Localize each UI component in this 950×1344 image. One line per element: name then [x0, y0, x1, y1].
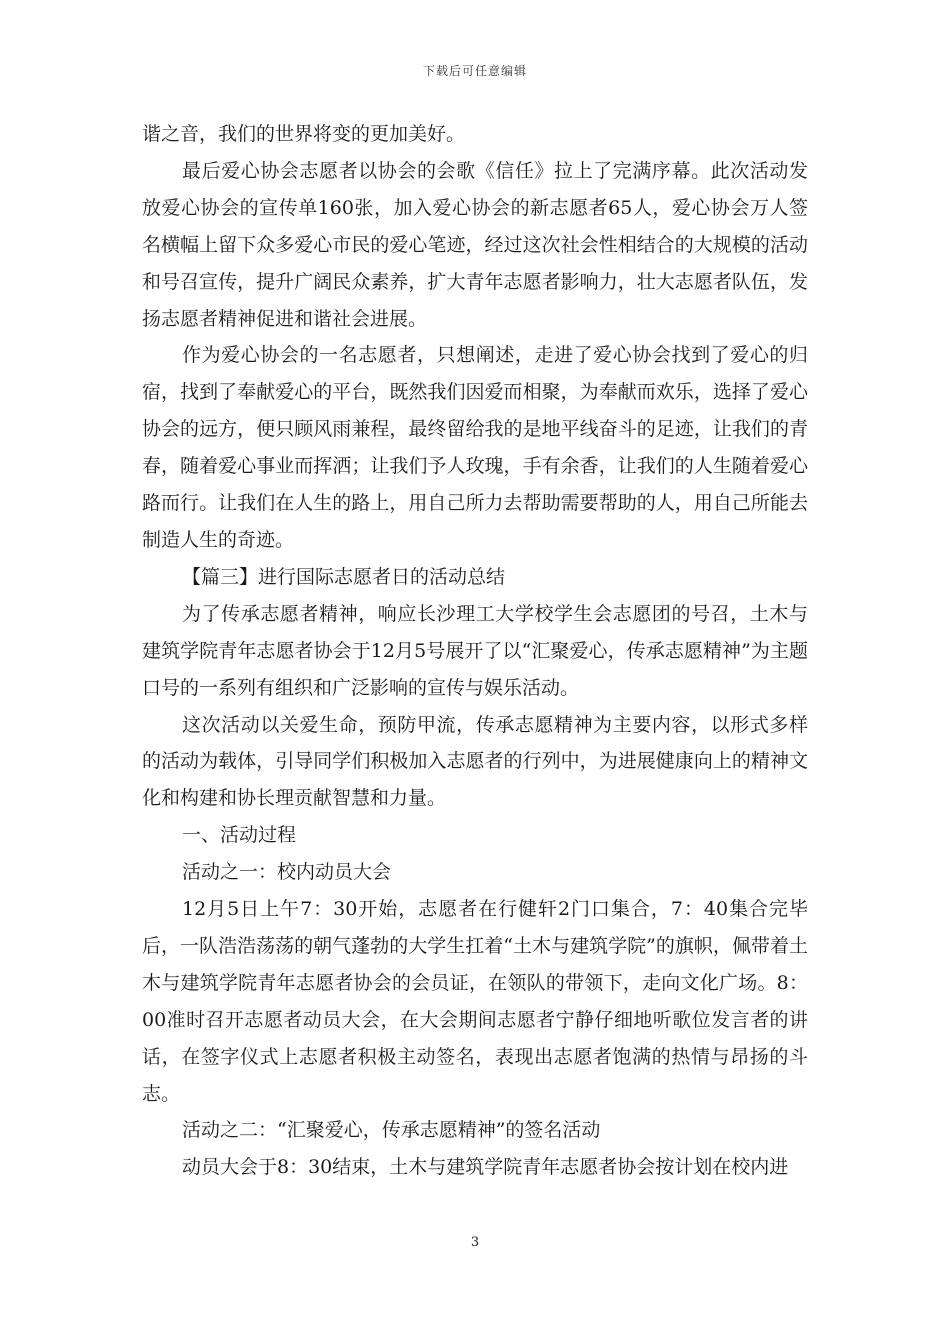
paragraph: 12月5日上午7：30开始，志愿者在行健轩2门口集合，7：40集合完毕后，一队浩浩荡荡的朝气蓬勃的大学生扛着“土木与建筑学院”的旗帜，佩带着土木与建筑学院青年志愿者协会的会员证，在领队的带领下，走向文化广场。8：00准时召开志愿者动员大会，在大会期间志愿者宁静仔细地听歌位发言者的讲话，在签字仪式上志愿者积极主动签名，表现出志愿者饱满的热情与昂扬的斗志。	[142, 898, 808, 1105]
paragraph: 这次活动以关爱生命，预防甲流，传承志愿精神为主要内容，以形式多样的活动为载体，引导同学们积极加入志愿者的行列中，为进展健康向上的精神文化和构建和协长理贡献智慧和力量。	[142, 713, 808, 810]
subheading: 活动之一：校内动员大会	[182, 861, 392, 884]
section-heading: 【篇三】进行国际志愿者日的活动总结	[182, 565, 506, 588]
paragraph: 为了传承志愿者精神，响应长沙理工大学校学生会志愿团的号召，土木与建筑学院青年志愿者协会于12月5号展开了以“汇聚爱心，传承志愿精神”为主题口号的一系列有组织和广泛影响的宣传与娱乐活动。	[142, 602, 808, 699]
subheading: 活动之二：“汇聚爱心，传承志愿精神”的签名活动	[182, 1119, 601, 1142]
paragraph: 谐之音，我们的世界将变的更加美好。	[142, 123, 466, 145]
page-number: 3	[470, 1235, 480, 1250]
document-body	[142, 116, 808, 1186]
page-header: 下载后可任意编辑	[422, 64, 527, 78]
subheading: 一、活动过程	[182, 824, 297, 847]
paragraph: 作为爱心协会的一名志愿者，只想阐述，走进了爱心协会找到了爱心的归宿，找到了奉献爱心的平台，既然我们因爱而相聚，为奉献而欢乐，选择了爱心协会的远方，便只顾风雨兼程，最终留给我的是地平线奋斗的足迹，让我们的青春，随着爱心事业而挥洒；让我们予人玫瑰，手有余香，让我们的人生随着爱心路而行。让我们在人生的路上，用自己所力去帮助需要帮助的人，用自己所能去制造人生的奇迹。	[142, 344, 808, 551]
paragraph: 动员大会于8：30结束，土木与建筑学院青年志愿者协会按计划在校内进	[182, 1156, 789, 1179]
paragraph: 最后爱心协会志愿者以协会的会歌《信任》拉上了完满序幕。此次活动发放爱心协会的宣传单160张，加入爱心协会的新志愿者65人，爱心协会万人签名横幅上留下众多爱心市民的爱心笔迹，经过这次社会性相结合的大规模的活动和号召宣传，提升广阔民众素养，扩大青年志愿者影响力，壮大志愿者队伍，发扬志愿者精神促进和谐社会进展。	[142, 159, 808, 330]
